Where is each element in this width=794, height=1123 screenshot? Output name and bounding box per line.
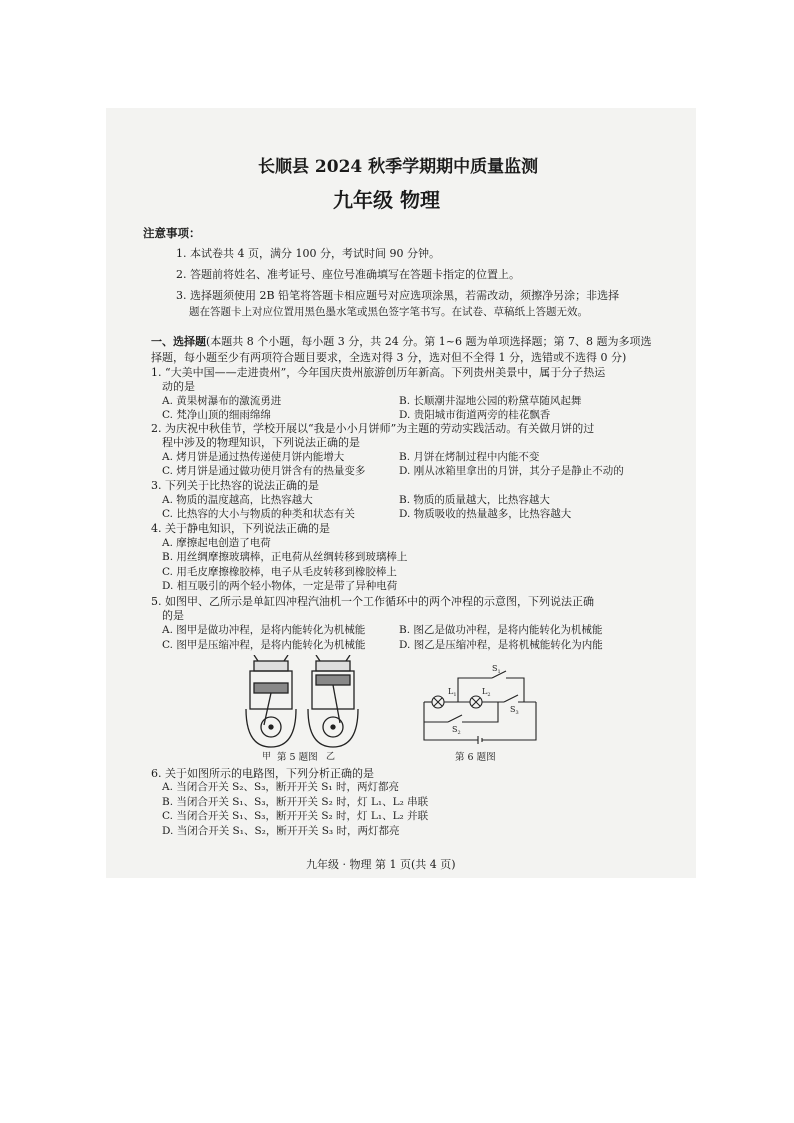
exam-title: 长顺县 2024 秋季学期期中质量监测 (258, 157, 539, 177)
engine-diagram-jia (246, 655, 296, 747)
fig5-label-yi: 乙 (326, 752, 336, 762)
exam-subtitle: 九年级 物理 (333, 188, 440, 212)
q5-option-c: C. 图甲是压缩冲程，是将内能转化为机械能 (162, 639, 366, 651)
q2-option-d: D. 刚从冰箱里拿出的月饼，其分子是静止不动的 (399, 465, 624, 477)
fig6-sub-s1: 1 (497, 669, 501, 675)
q4-stem: 4. 关于静电知识，下列说法正确的是 (151, 522, 330, 535)
figure-6-circuit-diagram (418, 662, 542, 746)
q3-option-a: A. 物质的温度越高，比热容越大 (162, 494, 313, 506)
section-desc-2: 择题，每小题至少有两项符合题目要求，全选对得 3 分，选对但不全得 1 分，选错或不选得 0 分) (151, 351, 627, 364)
q6-option-d: D. 当闭合开关 S₁、S₂，断开开关 S₃ 时，两灯都亮 (162, 825, 400, 837)
svg-text:S3 (510, 705, 519, 716)
q6-option-a: A. 当闭合开关 S₂、S₃，断开开关 S₁ 时，两灯都亮 (162, 781, 399, 793)
q2-stem-1: 2. 为庆祝中秋佳节，学校开展以“我是小小月饼师”为主题的劳动实践活动。有关做月饼的过 (151, 422, 595, 435)
fig6-label-s1: S (492, 664, 498, 673)
q4-option-a: A. 摩擦起电创造了电荷 (162, 537, 271, 549)
q1-stem-1: 1. “大美中国——走进贵州”，今年国庆贵州旅游创历年新高。下列贵州美景中，属于分子热运 (151, 366, 606, 379)
q6-option-b: B. 当闭合开关 S₁、S₃，断开开关 S₂ 时，灯 L₁、L₂ 串联 (162, 796, 429, 808)
q2-option-a: A. 烤月饼是通过热传递使月饼内能增大 (162, 451, 345, 463)
fig6-label-s2: S (452, 725, 458, 734)
q5-option-d: D. 图乙是压缩冲程，是将机械能转化为内能 (399, 639, 603, 651)
q6-stem: 6. 关于如图所示的电路图，下列分析正确的是 (151, 767, 374, 780)
notice-item-3-cont: 题在答题卡上对应位置用黑色墨水笔或黑色签字笔书写。在试卷、草稿纸上答题无效。 (189, 306, 588, 318)
q2-stem-2: 程中涉及的物理知识，下列说法正确的是 (162, 436, 360, 449)
q1-option-c: C. 梵净山顶的细雨绵绵 (162, 409, 271, 421)
figure-5-engine-diagrams (240, 655, 370, 763)
q5-stem-2: 的是 (162, 609, 184, 622)
q6-option-c: C. 当闭合开关 S₁、S₃，断开开关 S₂ 时，灯 L₁、L₂ 并联 (162, 810, 429, 822)
engine-diagram-yi (308, 655, 358, 747)
fig5-label-jia: 甲 (262, 752, 272, 762)
notice-item-1: 1. 本试卷共 4 页，满分 100 分，考试时间 90 分钟。 (176, 247, 440, 260)
switch-s3 (504, 695, 518, 702)
section-desc-1: (本题共 8 个小题，每小题 3 分，共 24 分。第 1~6 题为单项选择题；第 7、8 题为多项选 (206, 335, 652, 348)
svg-text:S1 (492, 664, 501, 675)
fig6-label-l2: L (482, 687, 488, 696)
figure-6-caption: 第 6 题图 (455, 752, 496, 763)
fig6-sub-s2: 2 (457, 730, 461, 736)
figure-5-caption: 第 5 题图 (277, 752, 318, 763)
q1-option-a: A. 黄果树瀑布的激流勇进 (162, 395, 282, 407)
q3-option-c: C. 比热容的大小与物质的种类和状态有关 (162, 508, 355, 520)
page-footer: 九年级 · 物理 第 1 页(共 4 页) (306, 858, 456, 871)
fig6-sub-s3: 3 (515, 710, 519, 716)
q4-option-d: D. 相互吸引的两个轻小物体，一定是带了异种电荷 (162, 580, 398, 592)
q1-stem-2: 动的是 (162, 380, 195, 393)
fig6-label-l1: L (448, 687, 454, 696)
q2-option-c: C. 烤月饼是通过做功使月饼含有的热量变多 (162, 465, 366, 477)
section-1-header (151, 333, 651, 349)
svg-text:L1 (448, 687, 457, 698)
svg-text:S2 (452, 725, 461, 736)
q5-stem-1: 5. 如图甲、乙所示是单缸四冲程汽油机一个工作循环中的两个冲程的示意图，下列说法正确 (151, 595, 594, 608)
q5-option-b: B. 图乙是做功冲程，是将内能转化为机械能 (399, 624, 603, 636)
q1-option-b: B. 长顺潮井湿地公园的粉黛草随风起舞 (399, 395, 582, 407)
q4-option-b: B. 用丝绸摩擦玻璃棒，正电荷从丝绸转移到玻璃棒上 (162, 551, 408, 563)
fig6-sub-l1: 1 (453, 692, 457, 698)
fig6-sub-l2: 2 (487, 692, 491, 698)
notice-heading: 注意事项： (143, 226, 201, 240)
q2-option-b: B. 月饼在烤制过程中内能不变 (399, 451, 540, 463)
svg-text:L2 (482, 687, 491, 698)
q3-stem: 3. 下列关于比热容的说法正确的是 (151, 479, 319, 492)
notice-item-3: 3. 选择题须使用 2B 铅笔将答题卡相应题号对应选项涂黑，若需改动，须擦净另涂；非选择 (176, 289, 620, 302)
q4-option-c: C. 用毛皮摩擦橡胶棒，电子从毛皮转移到橡胶棒上 (162, 566, 397, 578)
switch-s2 (448, 715, 462, 722)
q3-option-b: B. 物质的质量越大，比热容越大 (399, 494, 550, 506)
section-label: 一、选择题 (151, 335, 206, 348)
q1-option-d: D. 贵阳城市街道两旁的桂花飘香 (399, 409, 551, 421)
notice-item-2: 2. 答题前将姓名、准考证号、座位号准确填写在答题卡指定的位置上。 (176, 268, 520, 281)
q5-option-a: A. 图甲是做功冲程，是将内能转化为机械能 (162, 624, 366, 636)
q3-option-d: D. 物质吸收的热量越多，比热容越大 (399, 508, 572, 520)
fig6-label-s3: S (510, 705, 516, 714)
